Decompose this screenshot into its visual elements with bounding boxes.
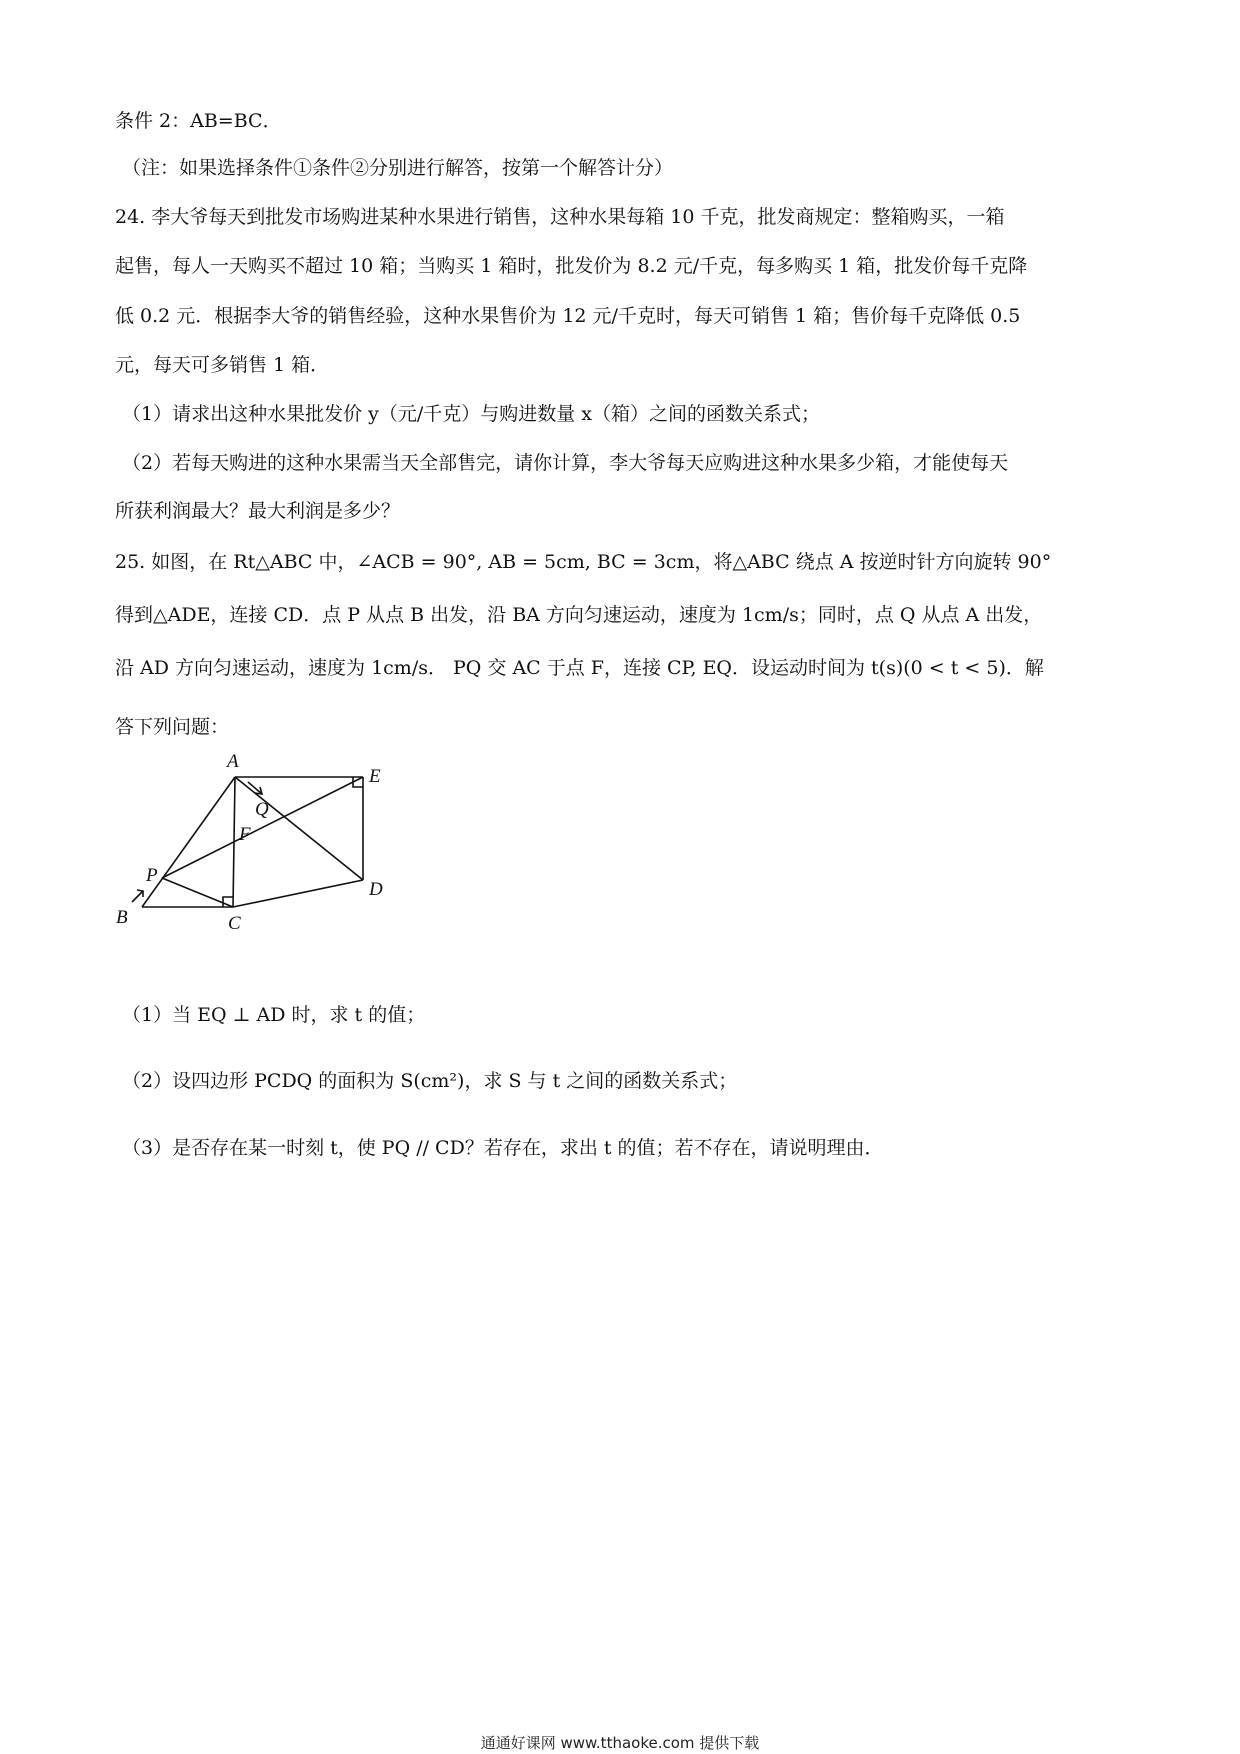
label-c: C [228, 913, 241, 934]
q24-line-4: 元，每天可多销售 1 箱． [115, 354, 330, 376]
label-a: A [227, 752, 239, 772]
q25-part-2: （2）设四边形 PCDQ 的面积为 S(cm²)，求 S 与 t 之间的函数关系式； [122, 1070, 738, 1092]
q24-part-1: （1）请求出这种水果批发价 y（元/千克）与购进数量 x（箱）之间的函数关系式； [122, 403, 821, 425]
q24-line-2: 起售，每人一天购买不超过 10 箱；当购买 1 箱时，批发价为 8.2 元/千克，每多购买 1 箱，批发价每千克降 [115, 255, 1028, 277]
condition-2-line: 条件 2：AB=BC． [115, 110, 282, 132]
q25-part-3: （3）是否存在某一时刻 t，使 PQ // CD？若存在，求出 t 的值；若不存在，请说明理由． [122, 1137, 884, 1159]
q25-line-3: 沿 AD 方向匀速运动，速度为 1cm/s． PQ 交 AC 于点 F，连接 CP, EQ．设运动时间为 t(s)(0 < t < 5)．解 [115, 657, 1044, 679]
label-q: Q [255, 799, 269, 820]
q25-line-4: 答下列问题： [115, 716, 230, 738]
note-line: （注：如果选择条件①条件②分别进行解答，按第一个解答计分） [122, 157, 674, 179]
label-b: B [116, 907, 128, 928]
label-e: E [369, 766, 381, 787]
q24-line-3: 低 0.2 元．根据李大爷的销售经验，这种水果售价为 12 元/千克时，每天可销售 1 箱；售价每千克降低 0.5 [115, 305, 1021, 327]
page-footer: 通通好课网 www.tthaoke.com 提供下载 [480, 1734, 760, 1752]
label-d: D [369, 879, 383, 900]
q24-line-1: 24. 李大爷每天到批发市场购进某种水果进行销售，这种水果每箱 10 千克，批发商规定：整箱购买，一箱 [115, 206, 1005, 228]
geometry-figure [110, 752, 400, 942]
q25-part-1: （1）当 EQ ⊥ AD 时，求 t 的值； [122, 1004, 426, 1026]
label-f: F [239, 824, 251, 845]
q24-part-2-line-2: 所获利润最大？最大利润是多少？ [115, 500, 401, 522]
q25-line-2: 得到△ADE，连接 CD．点 P 从点 B 出发，沿 BA 方向匀速运动，速度为 1cm/s；同时，点 Q 从点 A 出发， [115, 604, 1043, 626]
q24-part-2-line-1: （2）若每天购进的这种水果需当天全部售完，请你计算，李大爷每天应购进这种水果多少箱，才能使每天 [122, 452, 1009, 474]
label-p: P [146, 865, 158, 886]
q25-line-1: 25. 如图，在 Rt△ABC 中，∠ACB = 90°, AB = 5cm, BC = 3cm，将△ABC 绕点 A 按逆时针方向旋转 90° [115, 551, 1052, 573]
